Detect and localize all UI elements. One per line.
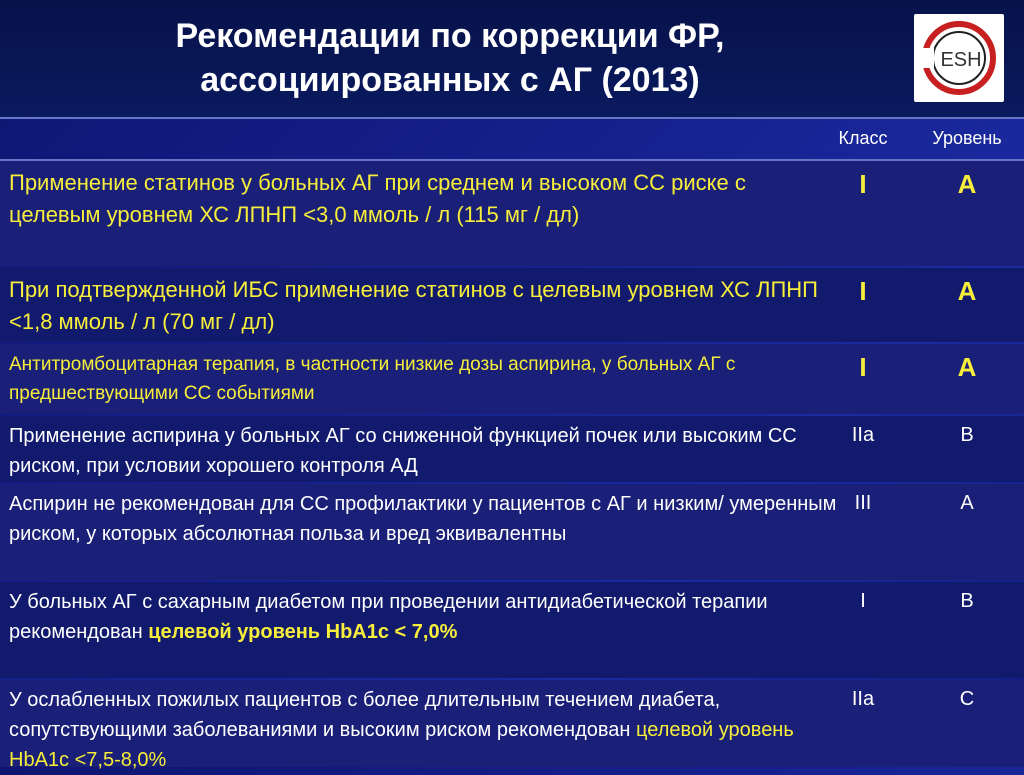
esh-logo [914, 14, 1004, 102]
row-text: При подтвержденной ИБС применение статинов с целевым уровнем ХС ЛПНП <1,8 ммоль / л (70 мг / дл) [9, 277, 818, 334]
column-header-level: Уровень [932, 128, 1002, 148]
row-text [9, 587, 839, 647]
column-header-class: Класс [838, 128, 888, 148]
row-level: A [960, 492, 974, 514]
table-row [0, 268, 1024, 342]
row-text: Применение аспирина у больных АГ со сниженной функцией почек или высоким СС риском, при условии хорошего контроля АД [9, 425, 797, 477]
row-class: IIa [851, 424, 875, 446]
table-row [0, 416, 1024, 482]
row-class: I [859, 276, 867, 306]
row-text-main: У больных АГ с сахарным диабетом при проведении антидиабетической терапии рекомендован [9, 591, 768, 643]
row-text-highlight: целевой уровень HbA1c <7,5-8,0% [9, 719, 794, 771]
row-text: Применение статинов у больных АГ при среднем и высоком СС риске с целевым уровнем ХС ЛПНП <3,0 ммоль / л (115 мг / дл) [9, 170, 746, 227]
table-row [0, 161, 1024, 266]
slide-header [0, 0, 1024, 117]
row-level: C [959, 688, 975, 710]
row-level: A [957, 352, 977, 382]
row-text: Антитромбоцитарная терапия, в частности низкие дозы аспирина, у больных АГ с предшествующими СС событиями [9, 354, 736, 404]
row-class: I [859, 352, 867, 382]
header-divider [0, 117, 1024, 119]
row-level: B [960, 424, 974, 446]
slide-title [30, 14, 870, 102]
row-text-highlight: целевой уровень HbA1c < 7,0% [148, 621, 458, 643]
row-text-main: У ослабленных пожилых пациентов с более длительным течением диабета, сопутствующими заболеваниями и высоким риском рекомендован [9, 689, 721, 741]
row-class: I [860, 590, 866, 612]
table-row [0, 344, 1024, 414]
title-line-1: Рекомендации по коррекции ФР, [175, 17, 725, 55]
title-line-2: ассоциированных с АГ (2013) [200, 61, 700, 99]
row-text [9, 685, 839, 775]
row-class: III [854, 492, 872, 514]
row-level: B [960, 590, 974, 612]
table-row [0, 680, 1024, 771]
row-class: I [859, 169, 867, 199]
table-row [0, 582, 1024, 678]
logo-text: ESH [940, 49, 982, 71]
table-row [0, 484, 1024, 580]
row-class: IIa [851, 688, 875, 710]
row-level: A [957, 276, 977, 306]
row-level: A [957, 169, 977, 199]
row-text: Аспирин не рекомендован для СС профилактики у пациентов с АГ и низким/ умеренным риском, у которых абсолютная польза и вред эквивалентны [9, 493, 837, 545]
